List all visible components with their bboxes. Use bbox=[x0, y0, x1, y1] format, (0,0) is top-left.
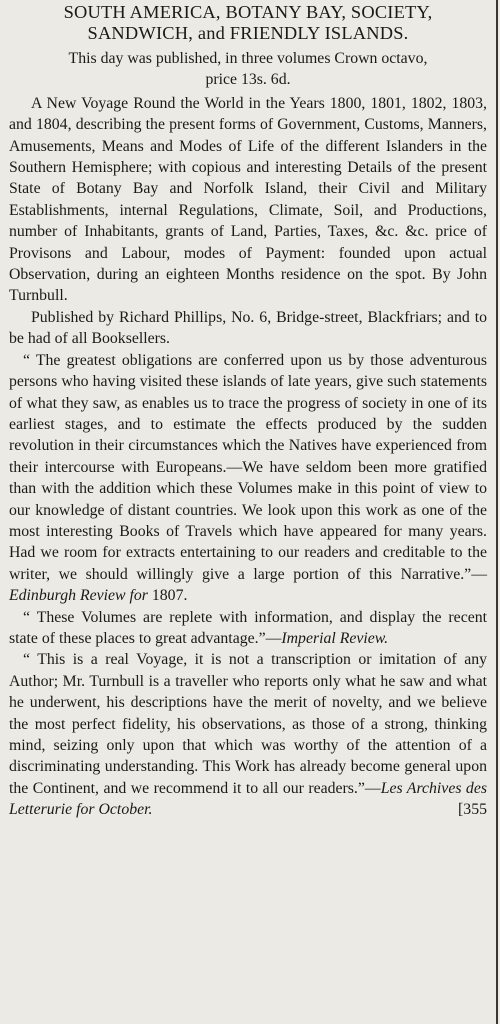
book-description bbox=[9, 93, 487, 307]
review-source: Les Archives des Letterurie for October. bbox=[9, 779, 487, 819]
headline-line-2-and: and bbox=[197, 23, 225, 43]
publication-notice bbox=[9, 48, 487, 91]
review-text: “ The greatest obligations are conferred upon us by those adventurous persons who having visited these islands of late years, give such statements of what they saw, as enables us to trace the progress of society in one of its earliest stages, and to estimate the effects produced by the sudden revolution in their circumstances which the Natives have experienced from their intercourse with Europeans.—We have seldom been more gratified than with the addition which these Volumes make in this point of view to our knowledge of distant countries. We look upon this work as one of the most interesting Books of Travels which have appeared for many years. Had we room for extracts entertaining to our readers and creditable to the writer, we should willingly give a large portion of this Narrative.”— bbox=[9, 351, 487, 583]
page-number: [355 bbox=[458, 801, 487, 819]
publication-notice-line-1: This day was published, in three volumes Crown octavo, bbox=[68, 50, 428, 67]
review-source: Imperial Review. bbox=[281, 629, 389, 647]
description-text: A New Voyage Round the World in the Years 1800, 1801, 1802, 1803, and 1804, describing the present forms of Government, Customs, Manners, Amusements, Means and Modes of Life of the different Islanders in the Southern Hemisphere; with copious and interesting Details of the present State of Botany Bay and Norfolk Island, their Civil and Military Establishments, internal Regulations, Climate, Soil, and Productions, number of Inhabitants, grants of Land, Parties, Taxes, &c. &c. price of Provisons and Labour, modes of Payment: founded upon actual Observation, during an eighteen Months residence on the spot. bbox=[9, 94, 487, 284]
headline bbox=[9, 2, 487, 44]
price: price 13s. 6d. bbox=[205, 71, 291, 89]
review-text: “ This is a real Voyage, it is not a transcription or imitation of any Author; Mr. Turnbull is a traveller who reports only what he saw and what he underwent, his descriptions have the merit of novelty, and we believe the most perfect fidelity, his observations, as those of a strong, thinking mind, seizing only upon that which was worthy of the attention of a discriminating understanding. This Work has already become general upon the Continent, and we recommend it to all our readers.”— bbox=[9, 651, 487, 797]
review-source: Edinburgh Review for bbox=[9, 587, 148, 605]
publisher-notice: Published by Richard Phillips, No. 6, Bridge-street, Blackfriars; and to be had of all Booksellers. bbox=[9, 308, 487, 348]
author-line: By John Turnbull. bbox=[9, 266, 487, 305]
column-rule bbox=[496, 0, 498, 1024]
headline-line-2-rest: FRIENDLY ISLANDS. bbox=[229, 23, 409, 43]
headline-line-1: SOUTH AMERICA, BOTANY BAY, SOCIETY, bbox=[63, 2, 433, 22]
review-edinburgh bbox=[9, 350, 487, 607]
review-imperial bbox=[9, 607, 487, 650]
headline-line-2-caps: SANDWICH, bbox=[87, 23, 194, 43]
review-text: “ These Volumes are replete with information, and display the recent state of these places to great advantage.”— bbox=[9, 608, 487, 647]
review-archives bbox=[9, 649, 487, 820]
review-year: 1807. bbox=[147, 587, 188, 605]
